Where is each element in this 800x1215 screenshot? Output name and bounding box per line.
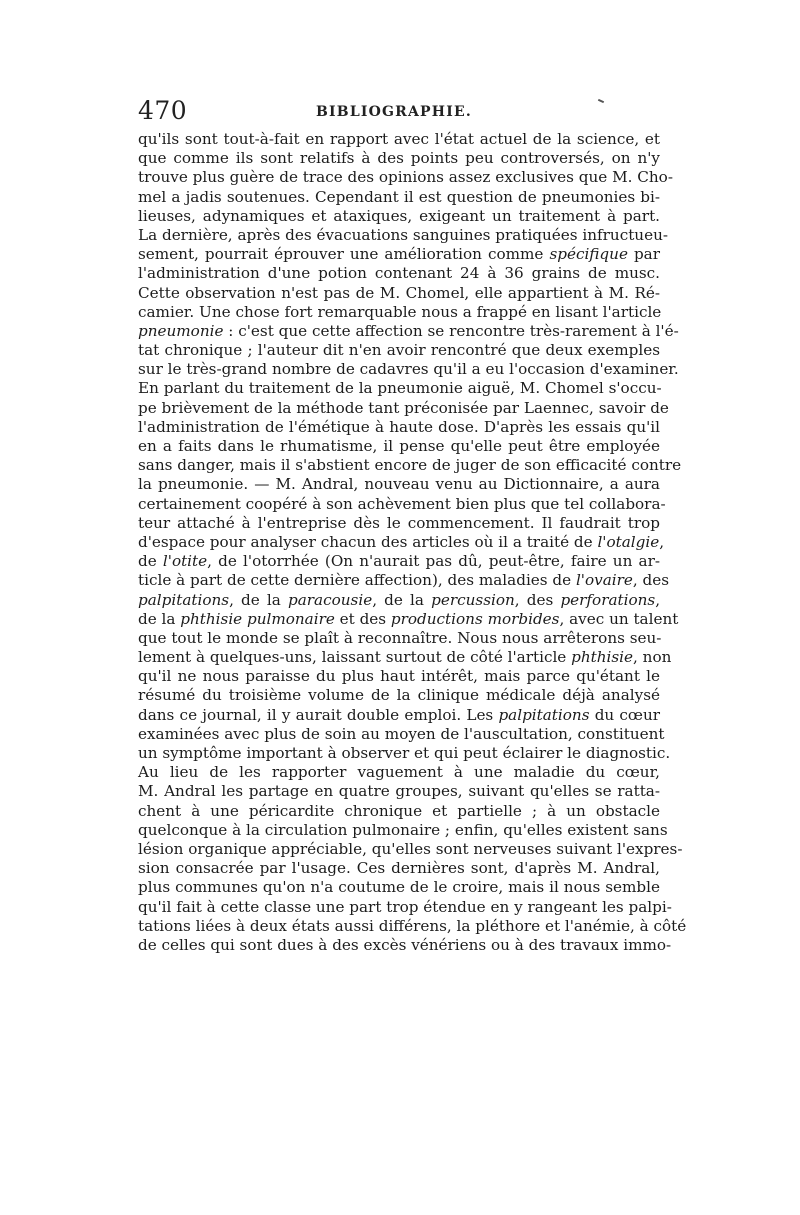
text-segment: sion consacrée par l'usage. Ces dernières sont, d'après M. Andral, <box>138 859 660 878</box>
text-segment: qu'ils sont tout-à-fait en rapport avec l'état actuel de la science, et <box>138 130 660 148</box>
italic-term: phthisie <box>571 648 634 667</box>
text-segment: , <box>659 532 665 551</box>
text-segment: , de l'otorrhée (On n'aurait pas dû, peut-être, faire un ar- <box>207 552 661 571</box>
text-line <box>138 591 660 610</box>
italic-term: productions morbides <box>390 609 560 628</box>
text-line <box>138 207 660 226</box>
text-line <box>138 763 660 782</box>
text-segment: , des <box>514 590 561 609</box>
body-text <box>138 130 687 955</box>
italic-term: paracousie <box>288 590 373 609</box>
italic-term: spécifique <box>549 245 628 264</box>
text-line <box>138 532 665 552</box>
text-segment: que comme ils sont relatifs à des points peu controversés, on n'y <box>138 149 660 168</box>
text-segment: , des <box>632 571 670 590</box>
text-segment: , non <box>633 648 672 667</box>
text-line <box>138 303 660 322</box>
text-line <box>138 859 660 878</box>
text-segment: Au lieu de les rapporter vaguement à une maladie du cœur, <box>138 763 660 782</box>
text-line <box>138 629 660 648</box>
text-line <box>138 667 660 686</box>
text-line <box>138 225 668 245</box>
text-segment: : c'est que cette affection se rencontre très-rarement à l'é- <box>223 321 679 340</box>
text-segment: plus communes qu'on n'a coutume de le croire, mais il nous semble <box>138 878 660 897</box>
text-line <box>138 514 660 533</box>
text-line <box>138 782 660 801</box>
text-segment: , de la <box>229 590 289 609</box>
text-segment: La dernière, après des évacuations sanguines pratiquées infructueu- <box>138 225 668 244</box>
text-segment: tat chronique ; l'auteur dit n'en avoir rencontré que deux exemples <box>138 341 660 360</box>
text-line <box>138 802 660 821</box>
text-segment: de celles qui sont dues à des excès vénériens ou à des travaux immo- <box>138 935 672 954</box>
text-line <box>138 475 660 494</box>
italic-term: l'otalgie <box>597 532 660 551</box>
text-line <box>138 552 660 571</box>
text-segment: l'administration d'une potion contenant 24 à 36 grains de musc. <box>138 264 660 283</box>
text-segment: mel a jadis soutenues. Cependant il est question de pneumonies bi- <box>138 187 660 206</box>
text-line <box>138 321 679 341</box>
text-line <box>138 494 666 514</box>
text-line <box>138 418 660 437</box>
text-line <box>138 686 660 705</box>
italic-term: palpitations <box>498 705 590 724</box>
italic-term: percussion <box>431 590 515 609</box>
text-line <box>138 437 660 456</box>
text-line <box>138 609 679 629</box>
text-line <box>138 341 660 360</box>
text-segment: quelconque à la circulation pulmonaire ; enfin, qu'elles existent sans <box>138 820 668 839</box>
text-line <box>138 820 668 840</box>
text-line <box>138 897 672 917</box>
text-segment: examinées avec plus de soin au moyen de l'auscultation, constituent <box>138 724 665 743</box>
text-segment: En parlant du traitement de la pneumonie aiguë, M. Chomel s'occu- <box>138 379 662 398</box>
text-line <box>138 839 683 859</box>
page-number: 470 <box>138 96 188 125</box>
running-head: BIBLIOGRAPHIE. <box>316 104 472 120</box>
text-line <box>138 878 660 897</box>
text-line <box>138 360 679 379</box>
text-segment: ticle à part de cette dernière affection), des maladies de <box>138 571 576 590</box>
text-segment: tations liées à deux états aussi différens, la pléthore et l'anémie, à côté <box>138 916 687 935</box>
text-line <box>138 724 665 744</box>
italic-term: pneumonie <box>138 321 224 340</box>
text-segment: lésion organique appréciable, qu'elles sont nerveuses suivant l'expres- <box>138 839 683 858</box>
text-segment: que tout le monde se plaît à reconnaître. Nous nous arrêterons seu- <box>138 628 662 647</box>
text-segment: du cœur <box>589 705 660 724</box>
text-segment: pe brièvement de la méthode tant préconisée par Laennec, savoir de <box>138 398 669 417</box>
text-segment: dans ce journal, il y aurait double emploi. Les <box>138 705 499 724</box>
text-segment: certainement coopéré à son achèvement bien plus que tel collabora- <box>138 494 666 513</box>
text-line <box>138 149 660 168</box>
text-line <box>138 706 660 725</box>
text-line <box>138 744 671 763</box>
text-segment: , avec un talent <box>559 609 679 628</box>
italic-term: l'otite <box>162 552 208 571</box>
text-segment: trouve plus guère de trace des opinions assez exclusives que M. Cho- <box>138 168 673 187</box>
text-segment: , <box>655 590 661 609</box>
text-segment: qu'il fait à cette classe une part trop étendue en y rangeant les palpi- <box>138 897 672 916</box>
text-segment: par <box>627 245 660 264</box>
text-segment: M. Andral les partage en quatre groupes, suivant qu'elles se ratta- <box>138 782 660 801</box>
text-line <box>138 379 660 398</box>
text-segment: de <box>138 552 163 571</box>
text-line <box>138 398 669 418</box>
text-line <box>138 245 660 264</box>
italic-term: phthisie pulmonaire <box>180 609 335 628</box>
text-segment: camier. Une chose fort remarquable nous a frappé en lisant l'article <box>138 302 662 321</box>
text-line <box>138 284 660 303</box>
text-segment: , de la <box>372 590 432 609</box>
italic-term: l'ovaire <box>575 571 633 590</box>
text-line <box>138 168 673 187</box>
text-segment: lieuses, adynamiques et ataxiques, exigeant un traitement à part. <box>138 206 660 225</box>
text-segment: l'administration de l'émétique à haute dose. D'après les essais qu'il <box>138 417 660 436</box>
text-segment: de la <box>138 609 181 628</box>
text-segment: sans danger, mais il s'abstient encore de juger de son efficacité contre <box>138 456 682 475</box>
text-segment: d'espace pour analyser chacun des articles où il a traité de <box>138 532 598 551</box>
text-segment: en a faits dans le rhumatisme, il pense qu'elle peut être employée <box>138 437 660 455</box>
text-segment: Cette observation n'est pas de M. Chomel, elle appartient à M. Ré- <box>138 283 660 302</box>
italic-term: perforations <box>560 590 656 609</box>
text-segment: lement à quelques-uns, laissant surtout de côté l'article <box>138 648 572 667</box>
text-line <box>138 456 682 475</box>
text-line <box>138 648 672 667</box>
text-line <box>138 130 660 149</box>
text-segment: chent à une péricardite chronique et partielle ; à un obstacle <box>138 801 660 820</box>
italic-term: palpitations <box>138 590 230 609</box>
text-segment: et des <box>334 609 391 628</box>
page-header <box>138 96 664 126</box>
text-line <box>138 935 672 955</box>
text-segment: sur le très-grand nombre de cadavres qu'il a eu l'occasion d'examiner. <box>138 360 679 379</box>
text-line <box>138 916 687 936</box>
text-segment: qu'il ne nous paraisse du plus haut intérêt, mais parce qu'étant le <box>138 667 660 686</box>
text-line <box>138 264 660 283</box>
text-segment: sement, pourrait éprouver une amélioration comme <box>138 245 550 264</box>
text-segment: teur attaché à l'entreprise dès le commencement. Il faudrait trop <box>138 513 660 532</box>
text-segment: résumé du troisième volume de la clinique médicale déjà analysé <box>138 686 660 705</box>
text-segment: la pneumonie. — M. Andral, nouveau venu au Dictionnaire, a aura <box>138 475 660 494</box>
text-line <box>138 188 660 207</box>
text-line <box>138 571 670 590</box>
text-segment: un symptôme important à observer et qui peut éclairer le diagnostic. <box>138 744 671 762</box>
